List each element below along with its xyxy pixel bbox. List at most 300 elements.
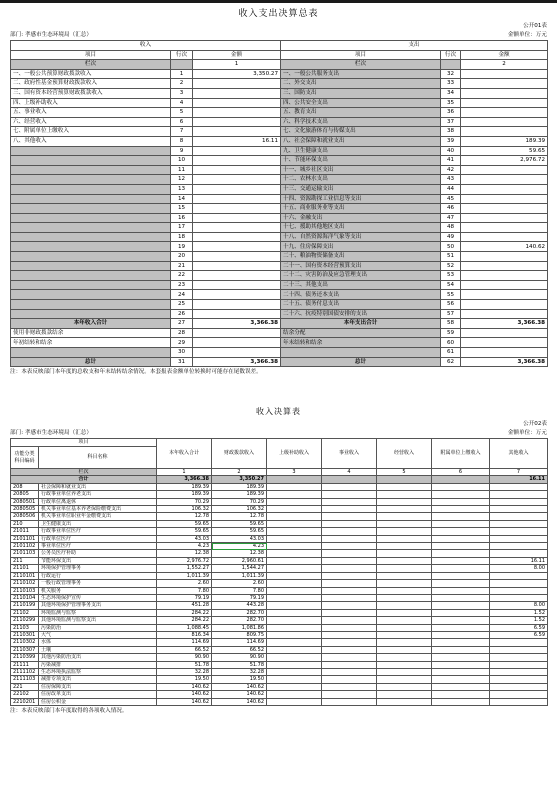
income-item: 一、一般公共预算财政拨款收入 xyxy=(11,69,171,79)
affiliate-income-value xyxy=(432,565,490,572)
income-amount: 3,366.38 xyxy=(193,319,281,329)
income-item xyxy=(11,309,171,319)
subject-code: 21111 xyxy=(11,661,39,668)
income-row-no: 10 xyxy=(171,156,193,166)
operating-income-value xyxy=(377,543,432,550)
lanci-3: 3 xyxy=(267,469,322,476)
expense-amount xyxy=(461,309,548,319)
expense-amount xyxy=(461,300,548,310)
subject-code: 2110102 xyxy=(11,580,39,587)
other-income-value xyxy=(490,506,548,513)
income-item-header: 项目 xyxy=(11,50,171,60)
income-item: 年初结转和结余 xyxy=(11,338,171,348)
expense-item: 十五、商业服务业等支出 xyxy=(281,204,441,214)
expense-item: 结余分配 xyxy=(281,328,441,338)
income-item: 七、附属单位上缴收入 xyxy=(11,127,171,137)
total-income-value: 90.90 xyxy=(157,654,212,661)
fiscal-income-value: 140.62 xyxy=(212,683,267,690)
expense-amount: 140.62 xyxy=(461,242,548,252)
expense-row-no: 57 xyxy=(441,309,461,319)
income-row xyxy=(11,624,548,631)
affiliate-income-value xyxy=(432,580,490,587)
operating-income-value xyxy=(377,594,432,601)
other-income-value xyxy=(490,498,548,505)
expense-row-no: 51 xyxy=(441,252,461,262)
income-total-row xyxy=(11,476,548,483)
summary-meta-row xyxy=(10,31,547,40)
other-income-value xyxy=(490,491,548,498)
income-row xyxy=(11,587,548,594)
other-income-value xyxy=(490,646,548,653)
subject-code: 2110199 xyxy=(11,602,39,609)
income-row-no: 29 xyxy=(171,338,193,348)
summary-row xyxy=(11,146,548,156)
income-row xyxy=(11,676,548,683)
business-income-value xyxy=(322,639,377,646)
other-income-value xyxy=(490,661,548,668)
business-income-value xyxy=(322,587,377,594)
expense-amount xyxy=(461,108,548,118)
summary-row xyxy=(11,194,548,204)
business-income-value xyxy=(322,506,377,513)
income-row-no: 2 xyxy=(171,79,193,89)
operating-income-value xyxy=(377,631,432,638)
summary-row xyxy=(11,213,548,223)
summary-header-row-3 xyxy=(11,60,548,70)
income-row-no: 28 xyxy=(171,328,193,338)
income-row xyxy=(11,661,548,668)
summary-row xyxy=(11,357,548,367)
summary-row xyxy=(11,223,548,233)
expense-row-no: 54 xyxy=(441,280,461,290)
subject-code: 22102 xyxy=(11,691,39,698)
superior-subsidy-value xyxy=(267,631,322,638)
total-income-value: 451.28 xyxy=(157,602,212,609)
income-table-code: 公开02表 xyxy=(523,421,547,427)
business-income-value xyxy=(322,535,377,542)
income-row xyxy=(11,602,548,609)
income-row-no: 6 xyxy=(171,117,193,127)
operating-income-value xyxy=(377,572,432,579)
income-item xyxy=(11,146,171,156)
expense-row-no: 55 xyxy=(441,290,461,300)
expense-amount xyxy=(461,213,548,223)
summary-row xyxy=(11,300,548,310)
expense-row-no: 56 xyxy=(441,300,461,310)
summary-header-row-2 xyxy=(11,50,548,60)
subject-name: 卫生健康支出 xyxy=(39,520,157,527)
superior-subsidy-value xyxy=(267,506,322,513)
superior-subsidy-value xyxy=(267,676,322,683)
expense-row-no: 36 xyxy=(441,108,461,118)
operating-income-value xyxy=(377,535,432,542)
fiscal-income-value: 1,544.27 xyxy=(212,565,267,572)
superior-subsidy-value xyxy=(267,535,322,542)
income-row xyxy=(11,483,548,490)
business-income-value xyxy=(322,617,377,624)
income-row xyxy=(11,498,548,505)
total-income-value: 106.32 xyxy=(157,506,212,513)
superior-subsidy-value xyxy=(267,602,322,609)
affiliate-income-value xyxy=(432,646,490,653)
expense-item: 十九、住房保障支出 xyxy=(281,242,441,252)
total-income-value: 140.62 xyxy=(157,691,212,698)
operating-income-value xyxy=(377,491,432,498)
expense-row-no: 43 xyxy=(441,175,461,185)
summary-row xyxy=(11,204,548,214)
affiliate-income-value xyxy=(432,624,490,631)
income-amount xyxy=(193,271,281,281)
affiliate-income-value xyxy=(432,691,490,698)
expense-amount: 59.65 xyxy=(461,146,548,156)
income-item: 四、上级补助收入 xyxy=(11,98,171,108)
summary-table xyxy=(10,40,548,367)
affiliate-income-value xyxy=(432,506,490,513)
superior-subsidy-value xyxy=(267,609,322,616)
income-item: 二、政府性基金预算财政拨款收入 xyxy=(11,79,171,89)
superior-subsidy-value xyxy=(267,668,322,675)
superior-subsidy-value xyxy=(267,580,322,587)
income-item xyxy=(11,348,171,358)
expense-amount-header: 金额 xyxy=(461,50,548,60)
expense-item: 十四、资源勘探工业信息等支出 xyxy=(281,194,441,204)
business-income-value xyxy=(322,691,377,698)
expense-item xyxy=(281,348,441,358)
business-income-value xyxy=(322,668,377,675)
income-amount xyxy=(193,232,281,242)
business-income-value xyxy=(322,609,377,616)
subject-name: 污染防治 xyxy=(39,624,157,631)
superior-subsidy-value xyxy=(267,498,322,505)
subject-name: 其他环境监测与监察支出 xyxy=(39,617,157,624)
summary-table-code: 公开01表 xyxy=(523,23,547,29)
expense-row-no: 47 xyxy=(441,213,461,223)
income-item xyxy=(11,213,171,223)
income-amount: 3,366.38 xyxy=(193,357,281,367)
expense-amount xyxy=(461,184,548,194)
income-row-no: 12 xyxy=(171,175,193,185)
income-amount xyxy=(193,338,281,348)
total-col-2: 3,350.27 xyxy=(212,476,267,483)
affiliate-income-value xyxy=(432,639,490,646)
expense-item: 十六、金融支出 xyxy=(281,213,441,223)
summary-title: 收入支出决算总表 xyxy=(238,9,319,19)
operating-income-value xyxy=(377,698,432,705)
subject-name: 生态环境执法监察 xyxy=(39,668,157,675)
business-income-value xyxy=(322,594,377,601)
other-income-value xyxy=(490,639,548,646)
income-row-no: 13 xyxy=(171,184,193,194)
subject-code: 2101102 xyxy=(11,543,39,550)
other-income-value xyxy=(490,668,548,675)
summary-row xyxy=(11,252,548,262)
subject-code: 20805 xyxy=(11,491,39,498)
affiliate-income-value xyxy=(432,520,490,527)
expense-item: 十三、交通运输支出 xyxy=(281,184,441,194)
expense-item: 十、节能环保支出 xyxy=(281,156,441,166)
fiscal-income-value: 59.65 xyxy=(212,528,267,535)
fiscal-income-value: 140.62 xyxy=(212,691,267,698)
subject-code: 2210201 xyxy=(11,698,39,705)
expense-item: 二十六、抗疫特别国债安排的支出 xyxy=(281,309,441,319)
income-row xyxy=(11,683,548,690)
superior-subsidy-value xyxy=(267,654,322,661)
income-row-no: 23 xyxy=(171,280,193,290)
income-row-no: 19 xyxy=(171,242,193,252)
expense-amount: 189.39 xyxy=(461,136,548,146)
subject-name: 行政事业单位养老支出 xyxy=(39,491,157,498)
expense-item: 七、文化旅游体育与传媒支出 xyxy=(281,127,441,137)
affiliate-income-value xyxy=(432,617,490,624)
subject-name: 节能环保支出 xyxy=(39,557,157,564)
other-income-value: 6.59 xyxy=(490,624,548,631)
superior-subsidy-value xyxy=(267,661,322,668)
business-income-value xyxy=(322,646,377,653)
summary-row xyxy=(11,309,548,319)
income-row xyxy=(11,654,548,661)
operating-income-value xyxy=(377,565,432,572)
superior-subsidy-value xyxy=(267,491,322,498)
operating-income-value xyxy=(377,580,432,587)
summary-sheet xyxy=(10,6,547,377)
income-item xyxy=(11,165,171,175)
subject-name: 大气 xyxy=(39,631,157,638)
subject-code: 221 xyxy=(11,683,39,690)
expense-item: 年末结转和结余 xyxy=(281,338,441,348)
other-income-value xyxy=(490,543,548,550)
other-income-value xyxy=(490,513,548,520)
other-income-value xyxy=(490,676,548,683)
expense-item: 二十四、债务还本支出 xyxy=(281,290,441,300)
total-income-value: 816.34 xyxy=(157,631,212,638)
business-income-value xyxy=(322,520,377,527)
affiliate-income-value xyxy=(432,683,490,690)
fiscal-income-value: 140.62 xyxy=(212,698,267,705)
income-lanci-row xyxy=(11,469,548,476)
income-item xyxy=(11,242,171,252)
expense-amount: 2,976.72 xyxy=(461,156,548,166)
subject-code: 2080506 xyxy=(11,513,39,520)
subject-code: 2080505 xyxy=(11,506,39,513)
income-row-no: 4 xyxy=(171,98,193,108)
expense-amount: 3,366.38 xyxy=(461,357,548,367)
fiscal-income-value: 4.23 xyxy=(212,543,267,550)
income-item xyxy=(11,271,171,281)
affiliate-income-value xyxy=(432,498,490,505)
other-income-value xyxy=(490,654,548,661)
affiliate-income-value xyxy=(432,631,490,638)
expense-row-no: 59 xyxy=(441,328,461,338)
summary-header-row-1 xyxy=(11,41,548,51)
income-sheet xyxy=(10,403,547,716)
income-amount xyxy=(193,194,281,204)
business-income-value xyxy=(322,513,377,520)
total-col-1: 3,366.38 xyxy=(157,476,212,483)
income-amount xyxy=(193,98,281,108)
income-amount xyxy=(193,88,281,98)
other-income-value xyxy=(490,550,548,557)
other-income-value xyxy=(490,528,548,535)
fiscal-income-value: 19.50 xyxy=(212,676,267,683)
income-row-no: 25 xyxy=(171,300,193,310)
subject-name: 污染减排 xyxy=(39,661,157,668)
other-income-value: 1.52 xyxy=(490,609,548,616)
subject-code: 2110101 xyxy=(11,572,39,579)
expense-amount xyxy=(461,290,548,300)
business-income-value xyxy=(322,498,377,505)
subject-code: 2110399 xyxy=(11,654,39,661)
subject-name: 生态环境保护宣传 xyxy=(39,594,157,601)
subject-code: 2101103 xyxy=(11,550,39,557)
income-amount xyxy=(193,280,281,290)
subject-name: 其他环境保护管理事务支出 xyxy=(39,602,157,609)
income-item xyxy=(11,261,171,271)
subject-name: 环境监测与监察 xyxy=(39,609,157,616)
income-amount xyxy=(193,213,281,223)
expense-item: 三、国防支出 xyxy=(281,88,441,98)
income-row-no: 1 xyxy=(171,69,193,79)
operating-income-value xyxy=(377,683,432,690)
business-income-value xyxy=(322,491,377,498)
income-item xyxy=(11,252,171,262)
total-income-value: 12.78 xyxy=(157,513,212,520)
affiliate-income-value xyxy=(432,550,490,557)
income-item: 本年收入合计 xyxy=(11,319,171,329)
summary-dept: 部门: 孝感市生态环境局（汇总） xyxy=(10,32,92,38)
other-income-value xyxy=(490,587,548,594)
subject-name: 环境保护管理事务 xyxy=(39,565,157,572)
income-item xyxy=(11,300,171,310)
total-income-value: 189.39 xyxy=(157,483,212,490)
income-row-no: 14 xyxy=(171,194,193,204)
income-unit: 金额单位：万元 xyxy=(507,430,547,436)
income-row-no: 18 xyxy=(171,232,193,242)
income-row-no: 16 xyxy=(171,213,193,223)
expense-row-no: 49 xyxy=(441,232,461,242)
income-row xyxy=(11,698,548,705)
summary-row xyxy=(11,165,548,175)
subject-name: 减排专项支出 xyxy=(39,676,157,683)
expense-item: 十八、自然资源海洋气象等支出 xyxy=(281,232,441,242)
other-income-value xyxy=(490,698,548,705)
fiscal-income-value: 51.78 xyxy=(212,661,267,668)
expense-item: 本年支出合计 xyxy=(281,319,441,329)
income-row xyxy=(11,550,548,557)
business-income-value xyxy=(322,631,377,638)
fiscal-income-value: 90.90 xyxy=(212,654,267,661)
income-title: 收入决算表 xyxy=(256,407,301,416)
fiscal-income-value: 7.80 xyxy=(212,587,267,594)
income-table xyxy=(10,438,548,706)
income-item: 五、事业收入 xyxy=(11,108,171,118)
subject-name: 公务员医疗补助 xyxy=(39,550,157,557)
subject-name: 机关服务 xyxy=(39,587,157,594)
expense-item: 一、一般公共服务支出 xyxy=(281,69,441,79)
business-income-value xyxy=(322,580,377,587)
fiscal-income-value: 32.28 xyxy=(212,668,267,675)
operating-income-value xyxy=(377,691,432,698)
business-income-value xyxy=(322,565,377,572)
total-income-value: 43.03 xyxy=(157,535,212,542)
operating-income-value xyxy=(377,528,432,535)
lanci-1: 1 xyxy=(157,469,212,476)
income-item: 使用非财政拨款结余 xyxy=(11,328,171,338)
total-income-value: 19.50 xyxy=(157,676,212,683)
expense-row-no: 32 xyxy=(441,69,461,79)
income-row xyxy=(11,609,548,616)
subject-code: 21102 xyxy=(11,609,39,616)
income-row-no: 11 xyxy=(171,165,193,175)
expense-amount xyxy=(461,117,548,127)
summary-row xyxy=(11,232,548,242)
total-income-value: 59.65 xyxy=(157,528,212,535)
subject-code: 2111102 xyxy=(11,668,39,675)
income-code-row xyxy=(10,420,547,429)
business-income-value xyxy=(322,528,377,535)
superior-subsidy-value xyxy=(267,683,322,690)
income-amount xyxy=(193,175,281,185)
expense-amount xyxy=(461,79,548,89)
operating-income-value xyxy=(377,661,432,668)
income-lanci: 栏次 xyxy=(11,60,171,70)
col-function-code: 功能分类科目编码 xyxy=(11,447,39,469)
expense-item-header: 项目 xyxy=(281,50,441,60)
superior-subsidy-value xyxy=(267,520,322,527)
income-meta-row xyxy=(10,429,547,438)
expense-amount xyxy=(461,280,548,290)
subject-code: 210 xyxy=(11,520,39,527)
fiscal-income-value: 1,011.39 xyxy=(212,572,267,579)
fiscal-income-value: 12.38 xyxy=(212,550,267,557)
income-total-label: 合计 xyxy=(11,476,157,483)
income-item xyxy=(11,184,171,194)
operating-income-value xyxy=(377,557,432,564)
subject-code: 2110301 xyxy=(11,631,39,638)
col-total-income: 本年收入合计 xyxy=(157,439,212,469)
expense-row-header: 行次 xyxy=(441,50,461,60)
income-amount xyxy=(193,156,281,166)
expense-amount xyxy=(461,328,548,338)
summary-note: 注：本表反映部门本年度的总收支和年末结转结余情况。本套报表金额单位转换时可能存在尾数误差。 xyxy=(10,369,262,376)
income-amount: 3,350.27 xyxy=(193,69,281,79)
subject-code: 2110302 xyxy=(11,639,39,646)
income-item xyxy=(11,232,171,242)
summary-row xyxy=(11,136,548,146)
expense-item: 十一、城乡社区支出 xyxy=(281,165,441,175)
total-income-value: 140.62 xyxy=(157,683,212,690)
expense-item: 二十二、灾害防治及应急管理支出 xyxy=(281,271,441,281)
business-income-value xyxy=(322,654,377,661)
total-income-value: 2,976.72 xyxy=(157,557,212,564)
income-item xyxy=(11,223,171,233)
income-item xyxy=(11,194,171,204)
total-income-value: 2.60 xyxy=(157,580,212,587)
summary-row xyxy=(11,338,548,348)
expense-item: 八、社会保障和就业支出 xyxy=(281,136,441,146)
expense-amount: 3,366.38 xyxy=(461,319,548,329)
expense-item: 二十一、国有资本经营预算支出 xyxy=(281,261,441,271)
total-income-value: 284.22 xyxy=(157,617,212,624)
summary-row xyxy=(11,79,548,89)
other-income-value xyxy=(490,594,548,601)
summary-unit: 金额单位：万元 xyxy=(507,32,547,38)
income-amount: 16.11 xyxy=(193,136,281,146)
operating-income-value xyxy=(377,483,432,490)
superior-subsidy-value xyxy=(267,557,322,564)
affiliate-income-value xyxy=(432,572,490,579)
summary-row xyxy=(11,98,548,108)
expense-row-no: 53 xyxy=(441,271,461,281)
